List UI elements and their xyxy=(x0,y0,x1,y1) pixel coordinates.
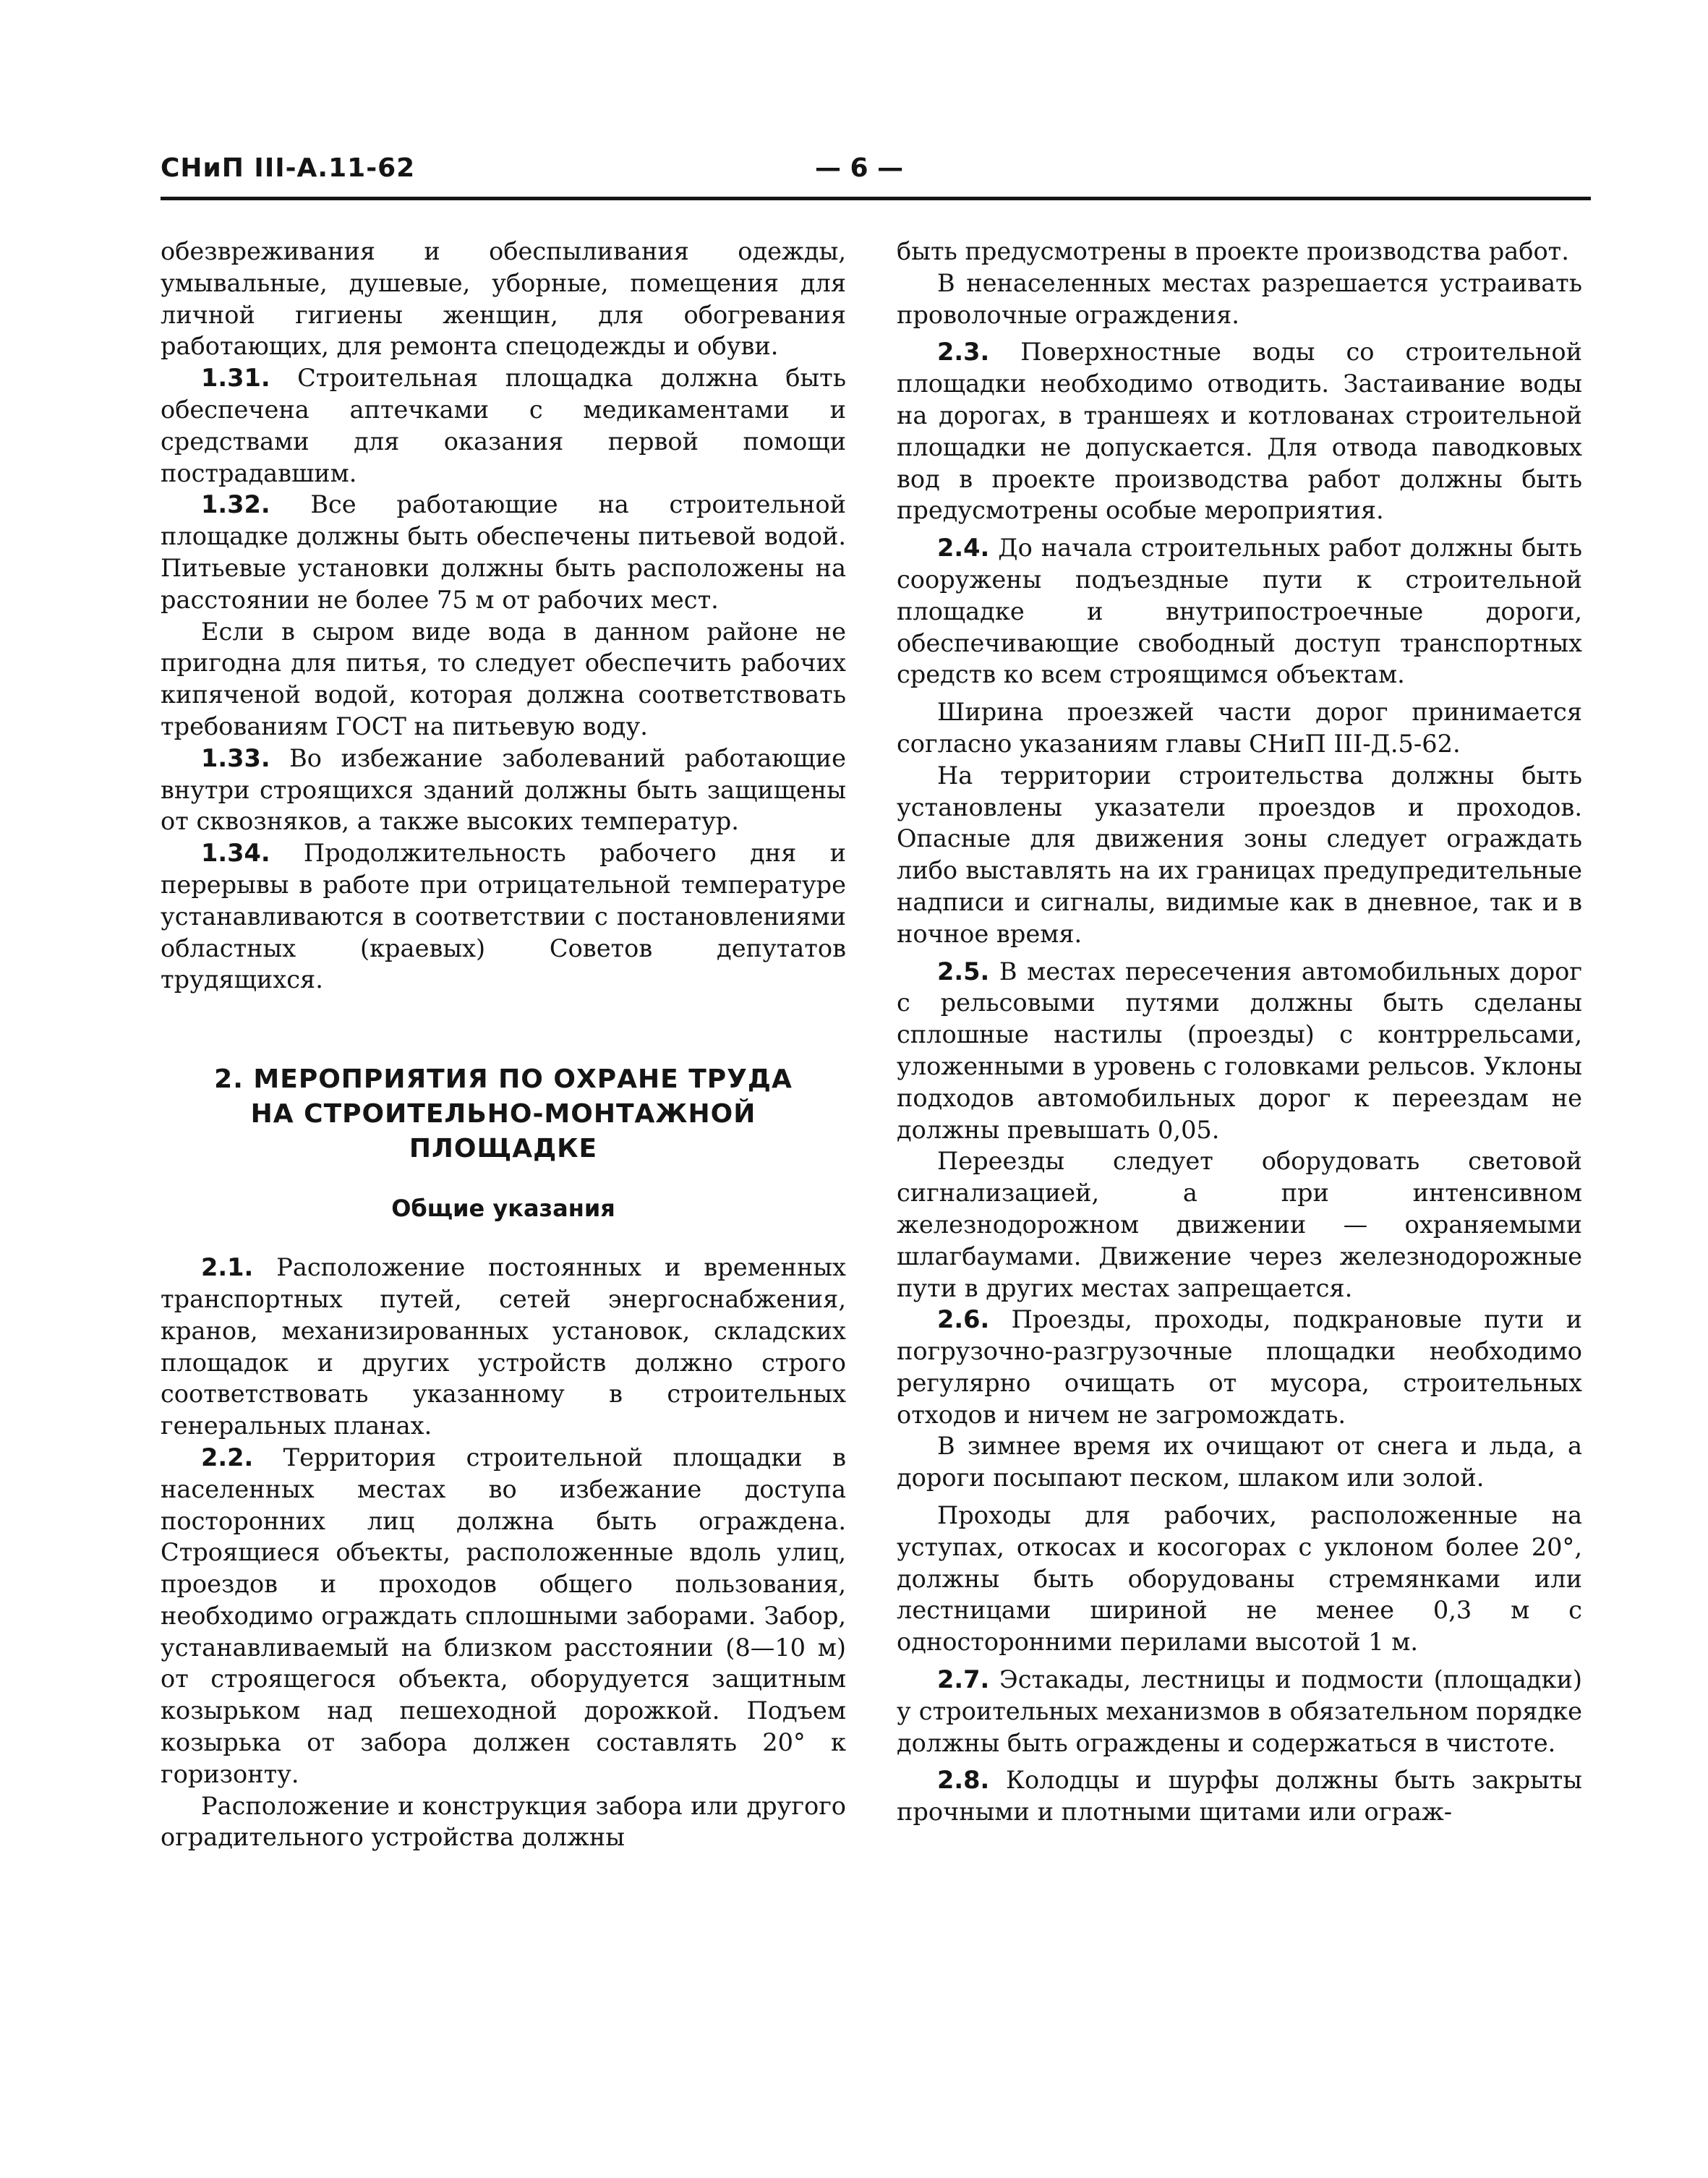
subsection-title: Общие указания xyxy=(391,1195,615,1223)
page-number: — 6 — xyxy=(815,153,904,183)
paragraph-continued: быть предусмотрены в проекте производства работ. xyxy=(897,237,1569,265)
paragraph-1-32-continued: Если в сыром виде вода в данном районе не пригодна для питья, то следует обеспечить рабочих кипяченой водой, которая должна соответствовать требованиям ГОСТ на питьевую воду. xyxy=(161,617,846,740)
paragraph-2-4-width: Ширина проезжей части дорог принимается согласно указаниям главы СНиП III-Д.5-62. xyxy=(897,698,1582,758)
right-column xyxy=(897,236,1582,1828)
clause-text: Проезды, проходы, подкрановые пути и погрузочно-разгрузочные площадки необходимо регулярно очищать от мусора, строительных отходов и ничем не загромождать. xyxy=(897,1305,1582,1429)
clause-number: 2.3. xyxy=(937,338,990,367)
paragraph-2-6-winter: В зимнее время их очищают от снега и льда, а дороги посыпают песком, шлаком или золой. xyxy=(897,1432,1582,1492)
paragraph-2-1 xyxy=(161,1252,846,1442)
clause-text: Все работающие на строительной площадке должны быть обеспечены питьевой водой. Питьевые установки должны быть расположены на расстоянии не более 75 м от рабочих мест. xyxy=(161,490,846,614)
paragraph-2-4 xyxy=(897,532,1582,691)
paragraph-2-8 xyxy=(897,1764,1582,1828)
paragraph-continued: обезвреживания и обеспыливания одежды, умывальные, душевые, уборные, помещения для личной гигиены женщин, для обогревания работающих, для ремонта спецодежды и обуви. xyxy=(161,237,846,361)
clause-text: Во избежание заболеваний работающие внутри строящихся зданий должны быть защищены от сквозняков, а также высоких температур. xyxy=(161,743,846,836)
clause-text: Территория строительной площадки в населенных местах во избежание доступа посторонних лиц должна быть ограждена. Строящиеся объекты, расположенные вдоль улиц, проездов и проходов общего пользования, необходимо ограждать сплошными заборами. Забор, устанавливаемый на близком расстоянии (8—10 м) от строящегося объекта, оборудуется защитным козырьком над пешеходной дорожкой. Подъем козырька от забора должен составлять 20° к горизонту. xyxy=(161,1443,846,1788)
clause-number: 2.4. xyxy=(937,534,990,563)
section-title-line: 2. МЕРОПРИЯТИЯ ПО ОХРАНЕ ТРУДА xyxy=(214,1064,793,1095)
paragraph-2-5 xyxy=(897,956,1582,1146)
clause-number: 1.34. xyxy=(201,839,270,868)
clause-text: Строительная площадка должна быть обеспечена аптечками с медикаментами и средствами для оказания первой помощи пострадавшим. xyxy=(161,364,846,487)
clause-number: 2.2. xyxy=(201,1443,254,1472)
paragraph-fence: В ненаселенных местах разрешается устраивать проволочные ограждения. xyxy=(897,268,1582,329)
paragraph-1-32 xyxy=(161,489,846,615)
paragraph-2-3 xyxy=(897,336,1582,526)
clause-text: Расположение постоянных и временных транспортных путей, сетей энергоснабжения, кранов, механизированных установок, складских площадок и других устройств должно строго соответствовать указанному в строительных генеральных планах. xyxy=(161,1253,846,1440)
section-title xyxy=(161,1062,846,1166)
clause-number: 2.7. xyxy=(937,1665,990,1694)
clause-text: Поверхностные воды со строительной площадки необходимо отводить. Застаивание воды на дорогах, в траншеях и котлованах строительной площадки не допускается. Для отвода паводковых вод в проекте производства работ должны быть предусмотрены особые мероприятия. xyxy=(897,338,1582,525)
header-rule xyxy=(161,197,1591,200)
left-column xyxy=(161,236,846,1853)
clause-text: Колодцы и шурфы должны быть закрыты прочными и плотными щитами или ограж- xyxy=(897,1766,1582,1827)
clause-text: В местах пересечения автомобильных дорог с рельсовыми путями должны быть сделаны сплошные настилы (проезды) с контррельсами, уложенными в уровень с головками рельсов. Уклоны подходов автомобильных дорог к переездам не должны превышать 0,05. xyxy=(897,957,1582,1144)
clause-number: 2.1. xyxy=(201,1253,254,1282)
paragraph-2-5-crossings: Переезды следует оборудовать световой сигнализацией, а при интенсивном железнодорожном движении — охраняемыми шлагбаумами. Движение через железнодорожные пути в других местах запрещается. xyxy=(897,1147,1582,1302)
section-title-line: НА СТРОИТЕЛЬНО-МОНТАЖНОЙ xyxy=(250,1099,756,1129)
paragraph-1-34 xyxy=(161,837,846,996)
paragraph-2-2 xyxy=(161,1442,846,1790)
clause-text: Эстакады, лестницы и подмости (площадки) у строительных механизмов в обязательном порядке должны быть ограждены и содержаться в чистоте. xyxy=(897,1665,1582,1757)
paragraph-2-4-signs: На территории строительства должны быть установлены указатели проездов и проходов. Опасные для движения зоны следует ограждать либо выставлять на их границах предупредительные надписи и сигналы, видимые как в дневное, так и в ночное время. xyxy=(897,761,1582,948)
paragraph-2-2-continued: Расположение и конструкция забора или другого оградительного устройства должны xyxy=(161,1791,846,1852)
clause-number: 1.31. xyxy=(201,364,270,393)
paragraph-1-33 xyxy=(161,743,846,837)
paragraph-2-6-passages: Проходы для рабочих, расположенные на уступах, откосах и косогорах с уклоном более 20°, должны быть оборудованы стремянками или лестницами шириной не менее 0,3 м с односторонними перилами высотой 1 м. xyxy=(897,1501,1582,1657)
clause-number: 2.5. xyxy=(937,957,990,986)
clause-number: 2.6. xyxy=(937,1305,990,1334)
clause-number: 1.32. xyxy=(201,490,270,519)
clause-number: 1.33. xyxy=(201,743,270,772)
paragraph-2-7 xyxy=(897,1664,1582,1759)
section-title-line: ПЛОЩАДКЕ xyxy=(409,1134,598,1164)
clause-text: Продолжительность рабочего дня и перерывы в работе при отрицательной температуре устанавливаются в соответствии с постановлениями областных (краевых) Советов депутатов трудящихся. xyxy=(161,839,846,994)
clause-text: До начала строительных работ должны быть сооружены подъездные пути к строительной площадке и внутрипостроечные дороги, обеспечивающие свободный доступ транспортных средств ко всем строящимся объектам. xyxy=(897,534,1582,689)
paragraph-2-6 xyxy=(897,1304,1582,1430)
paragraph-1-31 xyxy=(161,362,846,489)
page-header xyxy=(161,153,1592,200)
clause-number: 2.8. xyxy=(937,1766,990,1795)
document-code: СНиП III-А.11-62 xyxy=(161,153,416,183)
